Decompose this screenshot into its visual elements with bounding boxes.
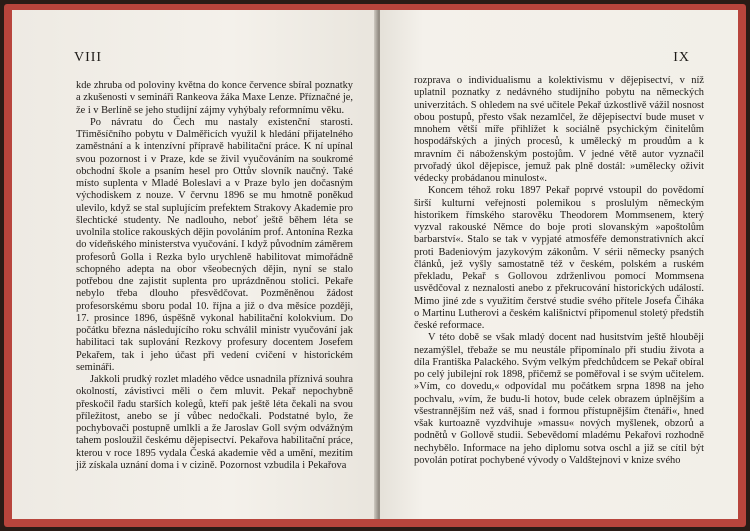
right-page-text <box>414 75 704 467</box>
left-page-text <box>76 80 353 472</box>
paragraph: rozprava o individualismu a kolektivismu v dějepisectví, v níž uplatnil poznatky z nedávného studijního pobytu na německých univerzitách. S ohledem na své učitele Pekař úzkostlivě vážil nosnost obou postupů, přesto však nezamlčel, že dějepisectví bude muset v mnohem větší míře přihlížet k sociálně psychickým činitelům hospodářských a jiných procesů, k umělecký m proudům a k mravním či náboženským postojům. V jedné větě autor vyznačil prvořadý úkol dějepisce, jemuž pak plně dostál: »umělecky oživit védecky probádanou minulost«. <box>414 75 704 184</box>
paragraph: V této době se však mladý docent nad husitstvím ještě hlouběji nezamýšlel, třebaže se mu neustále připomínalo při studiu života a díla Františka Palackého. Svým velkým předchůdcem se Pekař obíral po celý jubilejní rok 1898, přičemž se poměřoval i se svým učitelem. »Vím, co dovedu,« odpovídal mu počátkem srpna 1898 na jeho pochvalu, »vím, že budu-li hotov, bude celek obrazem úplnějším a všestrannějším než váš, snad i formou přístupnějším čtenáři«, hned však kurtoazně vyzdvihuje »massu« nových myšlenek, obzorů a podnětů v Gollově studii. Sebevědomí mladému Pekařovi rozhodně nechybělo. Informace na jeho diplomu sotva oschl a již se cítil být povolán potírat pochybené vývody o Valdštejnovi v knize svého <box>414 332 704 466</box>
paragraph: Po návratu do Čech mu nastaly existenční starosti. Třiměsíčního pobytu v Dalměřicích využil k hledání přijatelného zaměstnání a k intenzívní přípravě habilitační práce. K ní upínal svou pozornost i v Praze, kde se živil vyučováním na soukromé obchodní škole a psaním hesel pro Ottův slovník naučný. Také místo suplenta v Mladé Boleslavi a v Praze bylo jen dočasným východiskem z nouze. V červnu 1896 se mu hmotně poněkud ulevilo, když se stal suplujícím prefektem Strakovy Akademie pro šlechtické studenty. Ne nadlouho, neboť ještě během léta se uvolnila stolice rakouských dějin povoláním prof. Antonína Rezka do vídeňského ministerstva vyučování. I když původním záměrem profesorů Golla i Rezka bylo urychleně habilitovat mimořádně schopného adepta na obor všeobecných dějin, nyní se stalo potřebou dne zajistit suplenta pro uprázdněnou stolici. Pekaře nebylo třeba dlouho přesvědčovat. Pozměněnou žádost profesorskému sboru podal 10. října a již o dva měsíce později, 17. prosince 1896, úspěšně vykonal habilitační kolokvium. Do počátku března následujícího roku schválil ministr vyučování jak habilitaci tak suplování Rezkovy profesury docentem Josefem Pekařem, tak i jeho účast při vedení cvičení v historickém semináři. <box>76 116 353 373</box>
page-number-left: VIII <box>74 50 103 65</box>
paragraph: Jakkoli prudký rozlet mladého vědce usnadnila příznivá souhra okolností, závistivci měli o čem mluvit. Pekař nepochybně přeskočil řadu starších kolegů, kteří pak ještě léta čekali na svou příležitost, anebo se jí vůbec nedočkali. Podstatné bylo, že pochybovači postupně umlkli a že Jaroslav Goll svým odvážným tahem posloužil českému dějepisectví. Pekařova habilitační práce, kterou v roce 1895 vydala Česká akademie věd a umění, mezitím již získala uznání doma i v cizině. Pozornost vzbudila i Pekařova <box>76 374 353 471</box>
paragraph: Koncem téhož roku 1897 Pekař poprvé vstoupil do povědomí širší kulturní veřejnosti polemikou s proslulým německým historikem římského starověku Theodorem Mommsenem, který vyzval rakouské Němce do boje proti slovanským »apoštolům barbarství«. Stalo se tak v vypjaté atmosféře demonstrativních akcí proti Badeniovým jazykovým zákonům. V sérii německy psaných článků, jež vyšly samostatně též v českém, polském a ruském překladu, Pekař s Gollovou zdrženlivou pomocí Mommsena usvědčoval z neznalosti anebo z překrucování historických událostí. Mimo jiné zde s využitím čerstvé studie svého přítele Josefa Čiháka o Martinu Lutherovi a českém kališnictví připomenul stoletý předstih české reformace. <box>414 185 704 331</box>
right-page <box>380 10 738 519</box>
page-number-right: IX <box>673 50 690 65</box>
paragraph: kde zhruba od poloviny května do konce července sbíral poznatky a zkušenosti v semináři Rankeova žáka Maxe Lenze. Příznačné je, že i v Berlíně se jeho studijní zájmy vyhýbaly reformnímu věku. <box>76 80 353 116</box>
left-page <box>12 10 378 519</box>
